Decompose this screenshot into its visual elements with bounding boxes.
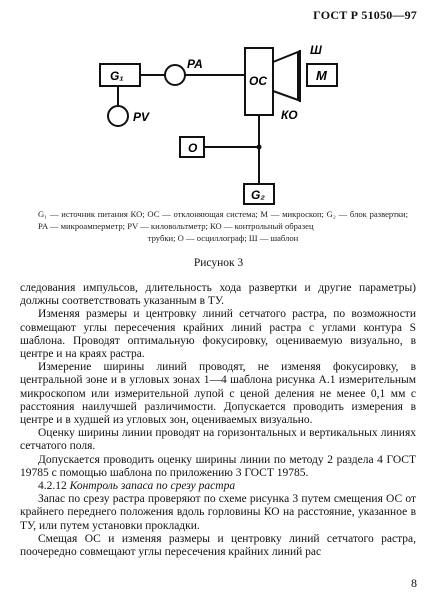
pa-meter — [165, 65, 185, 85]
ko-tube — [273, 52, 298, 100]
paragraph: Изменяя размеры и центровку линий сетчатого растра, по возможности совмещают углы пересечения крайних линий растра с углами контура S шаблона. Проводят оптимальную фокусировку, оцениваемую визуально, в центре и на краях растра. — [20, 308, 416, 361]
pa-label: PA — [187, 57, 203, 71]
paragraph: Оценку ширины линии проводят на горизонтальных и вертикальных линиях сетчатого поля. — [20, 427, 416, 453]
paragraph: следования импульсов, длительность хода развертки и другие параметры) должны соответствовать указанным в ТУ. — [20, 282, 416, 308]
section-title: Контроль запаса по срезу растра — [69, 480, 236, 493]
oc-label: ОС — [249, 74, 267, 88]
paragraph: Допускается проводить оценку ширины линии по методу 2 раздела 4 ГОСТ 19785 с помощью шаблона по приложению 3 ГОСТ 19785. — [20, 453, 416, 479]
legend-line-1: G₁ — источник питания КО; ОС — отклоняющая система; М — микроскоп; G₂ — блок развертки; PA — микроамперметр; PV — киловольтметр; КО — контрольный образец — [38, 209, 408, 231]
section-heading — [20, 480, 416, 493]
page-number: 8 — [411, 576, 417, 590]
document-header: ГОСТ Р 51050—97 — [313, 8, 417, 22]
g1-label: G₁ — [110, 69, 124, 83]
m-label: М — [316, 68, 327, 83]
o-label: О — [188, 141, 198, 155]
pv-label: PV — [133, 110, 150, 124]
section-number: 4.2.12 — [38, 480, 67, 493]
legend-line-2: трубки; О — осциллограф; Ш — шаблон — [147, 233, 299, 243]
paragraph: Смещая ОС и изменяя размеры и центровку линий сетчатого растра, поочередно совмещают углы пересечения крайних линий рас — [20, 532, 416, 559]
paragraph: Запас по срезу растра проверяют по схеме рисунка 3 путем смещения ОС от крайнего переднего положения вдоль горловины КО на расстояние, указанное в ТУ, или путем установки прокладки. — [20, 493, 416, 532]
pv-meter — [108, 106, 128, 126]
figure-caption: Рисунок 3 — [193, 257, 244, 269]
figure-legend — [38, 208, 408, 244]
wire-junction — [257, 145, 262, 150]
circuit-diagram — [0, 0, 437, 210]
ko-label: КО — [281, 108, 298, 122]
paragraph: Измерение ширины линий проводят, не изменяя фокусировку, в центральной зоне и в угловых зонах 1—4 шаблона рисунка А.1 измерительным микроскопом или измерительной лупой с ценой деления не менее 0,1 мм с расстояния наилучшей различимости. Допускается проводить измерения в центре и в худшей из угловых зон, оцениваемых визуально. — [20, 361, 416, 427]
body-text — [20, 282, 416, 559]
g2-label: G₂ — [251, 188, 265, 202]
sh-label: Ш — [310, 43, 322, 57]
